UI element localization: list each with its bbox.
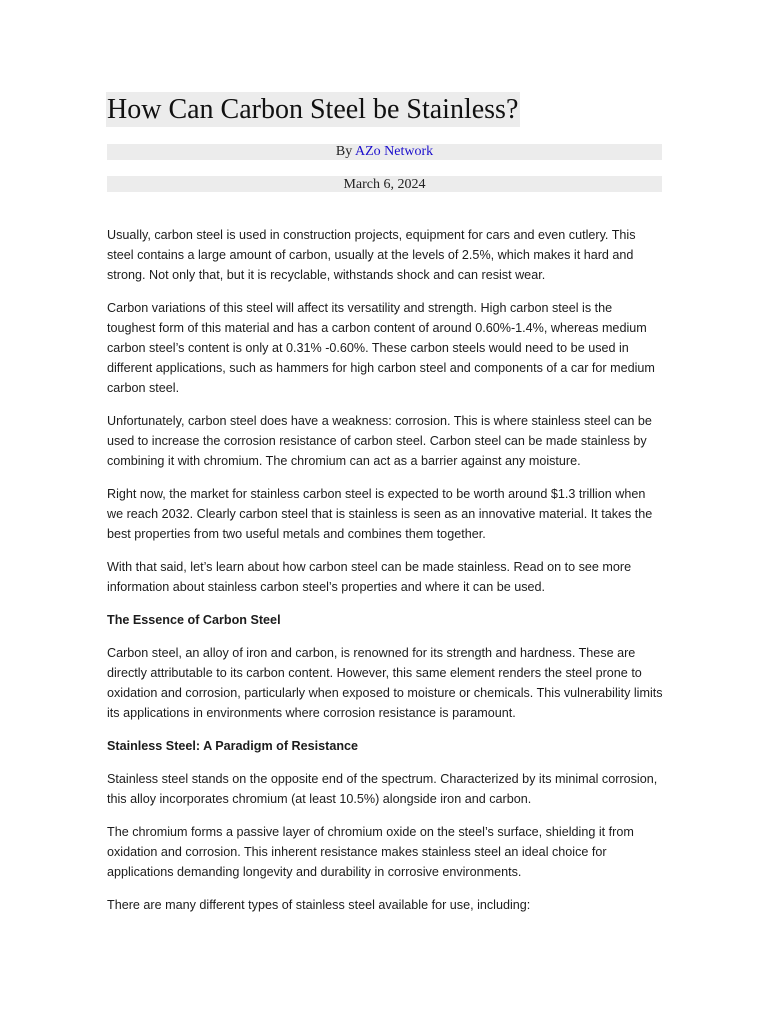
- paragraph: With that said, let’s learn about how carbon steel can be made stainless. Read on to see more information about stainless carbon steel’s properties and where it can be used.: [107, 560, 632, 594]
- publish-date: March 6, 2024: [343, 177, 426, 192]
- paragraph: There are many different types of stainless steel available for use, including:: [107, 898, 531, 912]
- author-link[interactable]: AZo Network: [354, 144, 434, 159]
- title-highlight: [106, 92, 520, 127]
- paragraph: Stainless steel stands on the opposite end of the spectrum. Characterized by its minimal corrosion, this alloy incorporates chromium (at least 10.5%) alongside iron and carbon.: [107, 772, 658, 806]
- paragraph: The chromium forms a passive layer of chromium oxide on the steel’s surface, shielding it from oxidation and corrosion. This inherent resistance makes stainless steel an ideal choice for applications demanding longevity and durability in corrosive environments.: [107, 825, 634, 879]
- byline: [107, 143, 662, 160]
- byline-prefix: By: [335, 144, 355, 159]
- paragraph: Right now, the market for stainless carbon steel is expected to be worth around $1.3 trillion when we reach 2032. Clearly carbon steel that is stainless is seen as an innovative material. It takes the best properties from two useful metals and combines them together.: [107, 487, 653, 541]
- paragraph: Usually, carbon steel is used in construction projects, equipment for cars and even cutlery. This steel contains a large amount of carbon, usually at the levels of 2.5%, which makes it hard and strong. Not only that, but it is recyclable, withstands shock and can resist wear.: [107, 228, 636, 282]
- article-title: How Can Carbon Steel be Stainless?: [107, 94, 519, 125]
- article-body: [107, 225, 663, 928]
- paragraph: Unfortunately, carbon steel does have a weakness: corrosion. This is where stainless steel can be used to increase the corrosion resistance of carbon steel. Carbon steel can be made stainless by combining it with chromium. The chromium can act as a barrier against any moisture.: [107, 414, 652, 468]
- section-heading: The Essence of Carbon Steel: [107, 613, 281, 627]
- section-heading: Stainless Steel: A Paradigm of Resistance: [107, 739, 359, 753]
- paragraph: Carbon variations of this steel will affect its versatility and strength. High carbon steel is the toughest form of this material and has a carbon content of around 0.60%-1.4%, whereas medium carbon steel’s content is only at 0.31% -0.60%. These carbon steels would need to be used in different applications, such as hammers for high carbon steel and components of a car for medium carbon steel.: [107, 301, 655, 395]
- paragraph: Carbon steel, an alloy of iron and carbon, is renowned for its strength and hardness. These are directly attributable to its carbon content. However, this same element renders the steel prone to oxidation and corrosion, particularly when exposed to moisture or chemicals. This vulnerability limits its applications in environments where corrosion resistance is paramount.: [107, 646, 663, 720]
